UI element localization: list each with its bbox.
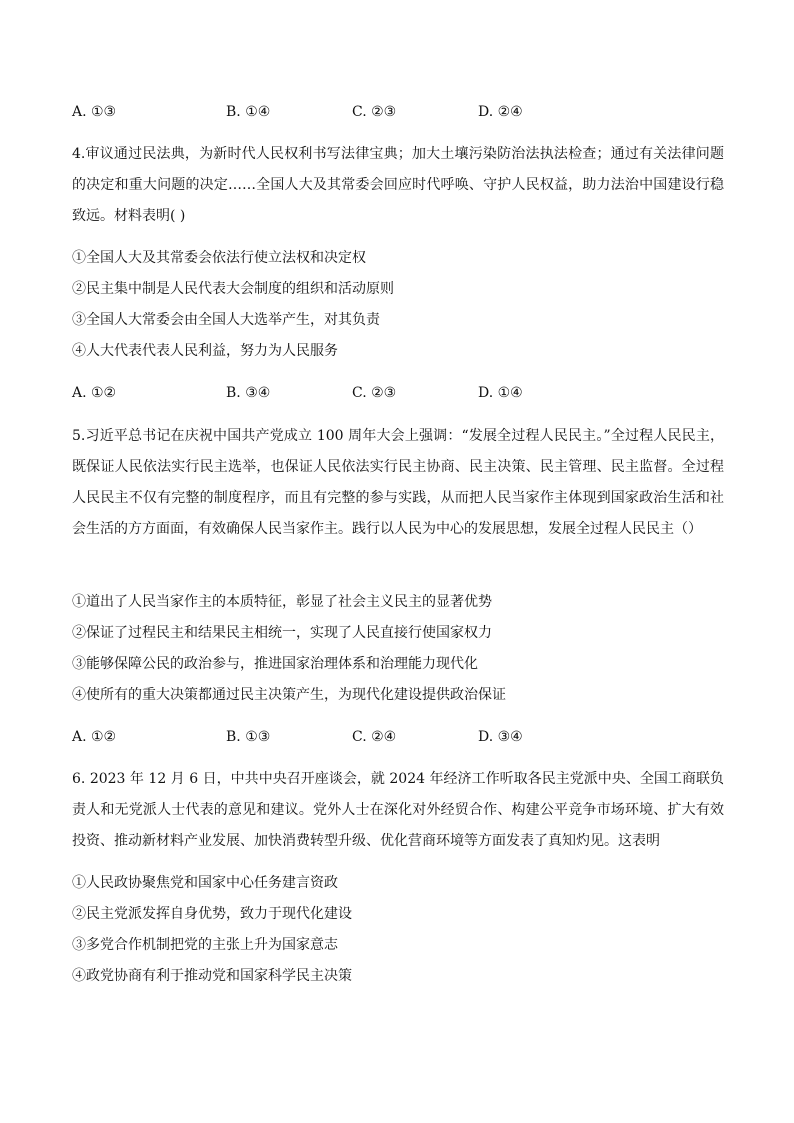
- q4-option-a[interactable]: A. ①②: [72, 385, 117, 401]
- q5-option-b[interactable]: B. ①③: [226, 729, 271, 745]
- q3-option-c[interactable]: C. ②③: [352, 104, 397, 120]
- q4-option-b[interactable]: B. ③④: [226, 385, 271, 401]
- q6-item-4: ④政党协商有利于推动党和国家科学民主决策: [72, 968, 352, 984]
- q5-item-4: ④使所有的重大决策都通过民主决策产生，为现代化建设提供政治保证: [72, 687, 506, 703]
- q3-options: [72, 101, 732, 123]
- q5-item-2: ②保证了过程民主和结果民主相统一，实现了人民直接行使国家权力: [72, 625, 492, 641]
- q5-item-3: ③能够保障公民的政治参与，推进国家治理体系和治理能力现代化: [72, 656, 478, 672]
- q3-option-b[interactable]: B. ①④: [226, 104, 271, 120]
- q5-option-a[interactable]: A. ①②: [72, 729, 117, 745]
- q4-item-1: ①全国人大及其常委会依法行使立法权和决定权: [72, 250, 366, 266]
- q5-options: [72, 726, 732, 748]
- q3-option-d[interactable]: D. ②④: [478, 104, 523, 120]
- q4-item-3: ③全国人大常委会由全国人大选举产生，对其负责: [72, 312, 380, 328]
- q5-item-1: ①道出了人民当家作主的本质特征，彰显了社会主义民主的显著优势: [72, 594, 492, 610]
- q5-option-c[interactable]: C. ②④: [352, 729, 397, 745]
- q3-option-a[interactable]: A. ①③: [72, 104, 117, 120]
- q6-stem: 6. 2023 年 12 月 6 日，中共中央召开座谈会，就 2024 年经济工作听取各民主党派中央、全国工商联负责人和无党派人士代表的意见和建议。党外人士在深化对外经贸合作、构建公平竞争市场环境、扩大有效投资、推动新材料产业发展、加快消费转型升级、优化营商环境等方面发表了真知灼见。这表明: [72, 771, 724, 849]
- q6-item-3: ③多党合作机制把党的主张上升为国家意志: [72, 937, 338, 953]
- q4-item-4: ④人大代表代表人民利益，努力为人民服务: [72, 343, 338, 359]
- q4-option-c[interactable]: C. ②③: [352, 385, 397, 401]
- q4-option-d[interactable]: D. ①④: [478, 385, 523, 401]
- q4-stem: 4.审议通过民法典，为新时代人民权利书写法律宝典；加大土壤污染防治法执法检查；通过有关法律问题的决定和重大问题的决定……全国人大及其常委会回应时代呼唤、守护人民权益，助力法治中国建设行稳致远。材料表明( ): [72, 146, 724, 224]
- q4-options: [72, 382, 732, 404]
- q5-option-d[interactable]: D. ③④: [478, 729, 523, 745]
- q5-stem: 5.习近平总书记在庆祝中国共产党成立 100 周年大会上强调：“发展全过程人民民主。”全过程人民民主，既保证人民依法实行民主选举，也保证人民依法实行民主协商、民主决策、民主管理、民主监督。全过程人民民主不仅有完整的制度程序，而且有完整的参与实践，从而把人民当家作主体现到国家政治生活和社会生活的方方面面，有效确保人民当家作主。践行以人民为中心的发展思想，发展全过程人民民主（）: [72, 428, 724, 537]
- q6-item-1: ①人民政协聚焦党和国家中心任务建言资政: [72, 875, 338, 891]
- q4-item-2: ②民主集中制是人民代表大会制度的组织和活动原则: [72, 281, 394, 297]
- q6-item-2: ②民主党派发挥自身优势，致力于现代化建设: [72, 906, 352, 922]
